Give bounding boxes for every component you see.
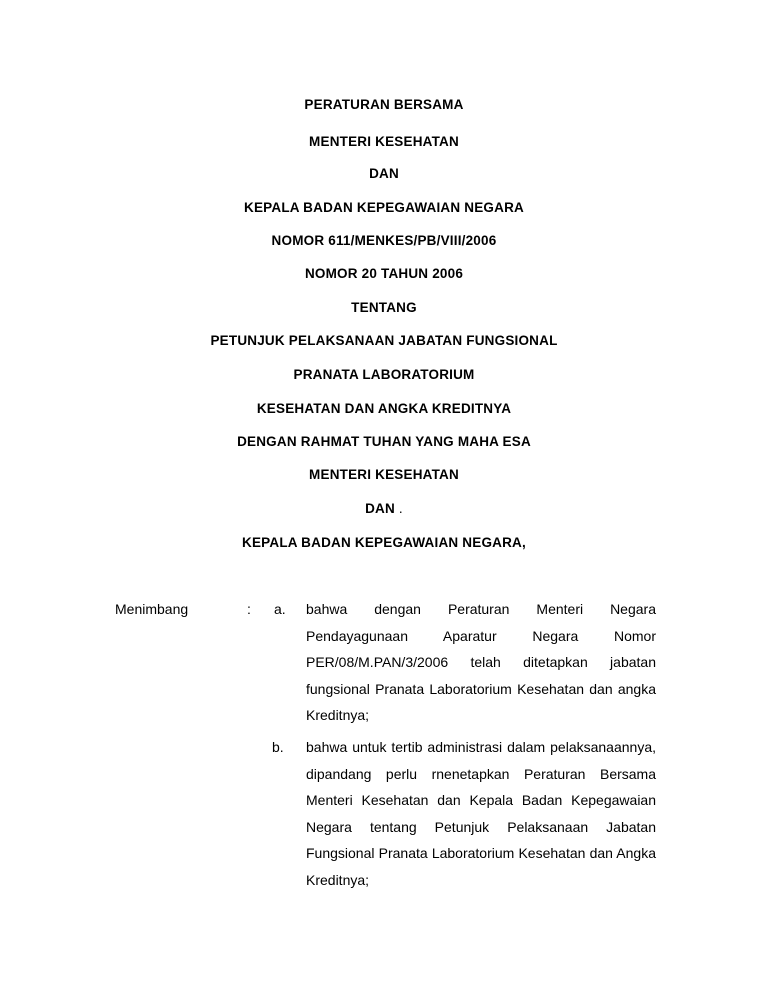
heading-head-of-agency: KEPALA BADAN KEPEGAWAIAN NEGARA: [244, 200, 524, 215]
heading-subject-line-2: PRANATA LABORATORIUM: [293, 367, 475, 382]
item-a-text: bahwa dengan Peraturan Menteri Negara Pendayagunaan Aparatur Negara Nomor PER/08/M.PAN/3/2006 telah ditetapkan jabatan fungsional Pranata Laboratorium Kesehatan dan angka Kreditnya;: [306, 601, 656, 723]
considering-label: Menimbang: [115, 601, 189, 617]
heading-head-of-agency-2: KEPALA BADAN KEPEGAWAIAN NEGARA,: [242, 535, 526, 550]
heading-concerning: TENTANG: [351, 300, 417, 315]
heading-minister-health: MENTERI KESEHATAN: [309, 134, 459, 149]
heading-and: DAN: [369, 166, 399, 181]
item-b-text: bahwa untuk tertib administrasi dalam pelaksanaannya, dipandang perlu rnenetapkan Peraturan Bersama Menteri Kesehatan dan Kepala Badan Kepegawaian Negara tentang Petunjuk Pelaksanaan Jabatan Fungsional Pranata Laboratorium Kesehatan dan Angka Kreditnya;: [306, 739, 656, 888]
heading-and-2: [0, 501, 768, 517]
heading-minister-health-2: MENTERI KESEHATAN: [309, 467, 459, 482]
item-a-marker: a.: [274, 601, 286, 617]
heading-number-year: NOMOR 20 TAHUN 2006: [304, 266, 464, 281]
heading-regulation-title: PERATURAN BERSAMA: [304, 97, 464, 112]
heading-subject-line-1: PETUNJUK PELAKSANAAN JABATAN FUNGSIONAL: [210, 333, 558, 348]
heading-number-menkes: NOMOR 611/MENKES/PB/VIII/2006: [271, 233, 497, 248]
heading-and-2-trail: .: [394, 501, 403, 516]
considering-colon: :: [247, 601, 251, 617]
item-b-marker: b.: [272, 739, 284, 755]
heading-and-2-text: DAN: [365, 501, 395, 516]
heading-invocation: DENGAN RAHMAT TUHAN YANG MAHA ESA: [237, 434, 531, 449]
heading-subject-line-3: KESEHATAN DAN ANGKA KREDITNYA: [256, 401, 512, 416]
